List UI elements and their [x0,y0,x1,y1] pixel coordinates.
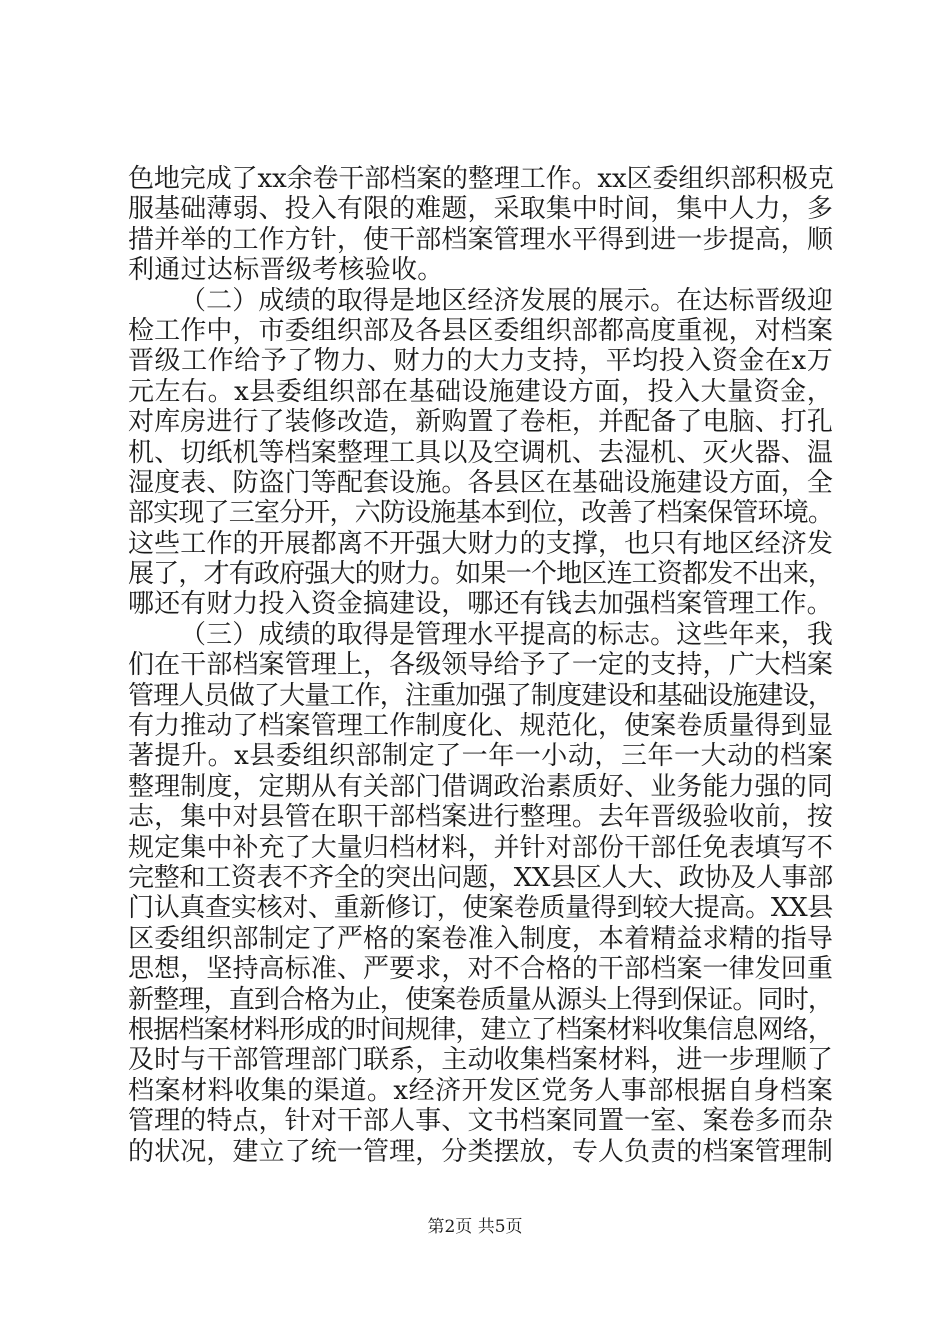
text-line: 新整理，直到合格为止，使案卷质量从源头上得到保证。同时， [128,984,833,1015]
text-line: 色地完成了xx余卷干部档案的整理工作。xx区委组织部积极克 [128,164,834,194]
text-line: 部实现了三室分开，六防设施基本到位，改善了档案保管环境。 [128,498,833,529]
text-line: 思想，坚持高标准、严要求，对不合格的干部档案一律发回重 [128,954,833,985]
text-line: 晋级工作给予了物力、财力的大力支持，平均投入资金在x万 [128,346,833,377]
text-line: 有力推动了档案管理工作制度化、规范化，使案卷质量得到显 [128,711,833,742]
body-text [128,164,833,1167]
text-line: 服基础薄弱、投入有限的难题，采取集中时间，集中人力，多 [128,194,833,225]
text-line: 湿度表、防盗门等配套设施。各县区在基础设施建设方面，全 [128,467,833,498]
text-line: 检工作中，市委组织部及各县区委组织部都高度重视，对档案 [128,315,833,346]
paragraph-2-first-line: （二）成绩的取得是地区经济发展的展示。在达标晋级迎 [180,285,833,316]
text-line: 对库房进行了装修改造，新购置了卷柜，并配备了电脑、打孔 [128,407,833,438]
text-line: 展了，才有政府强大的财力。如果一个地区连工资都发不出来， [128,559,833,590]
text-line: 们在干部档案管理上，各级领导给予了一定的支持，广大档案 [128,650,833,681]
text-line: 及时与干部管理部门联系，主动收集档案材料，进一步理顺了 [128,1045,833,1076]
text-line: 著提升。x县委组织部制定了一年一小动，三年一大动的档案 [128,741,833,772]
page-footer: 第2页 共5页 [427,1217,523,1237]
text-line: 的状况，建立了统一管理，分类摆放，专人负责的档案管理制 [128,1136,833,1167]
text-line: 整理制度，定期从有关部门借调政治素质好、业务能力强的同 [128,771,833,802]
text-line: 门认真查实核对、重新修订，使案卷质量得到较大提高。XX县 [128,893,833,924]
text-line: 利通过达标晋级考核验收。 [128,255,444,286]
text-line: 志，集中对县管在职干部档案进行整理。去年晋级验收前，按 [128,802,833,833]
text-line: 区委组织部制定了严格的案卷准入制度，本着精益求精的指导 [128,923,833,954]
text-line: 档案材料收集的渠道。x经济开发区党务人事部根据自身档案 [128,1075,833,1106]
text-line: 元左右。x县委组织部在基础设施建设方面，投入大量资金， [128,376,833,407]
text-line: 根据档案材料形成的时间规律，建立了档案材料收集信息网络， [128,1014,833,1045]
paragraph-3-first-line: （三）成绩的取得是管理水平提高的标志。这些年来，我 [180,619,833,650]
text-line: 规定集中补充了大量归档材料，并针对部份干部任免表填写不 [128,832,833,863]
text-line: 这些工作的开展都离不开强大财力的支撑，也只有地区经济发 [128,528,833,559]
text-line: 管理人员做了大量工作，注重加强了制度建设和基础设施建设， [128,680,833,711]
text-line: 完整和工资表不齐全的突出问题，XX县区人大、政协及人事部 [128,862,833,893]
text-line: 哪还有财力投入资金搞建设，哪还有钱去加强档案管理工作。 [128,589,833,620]
text-line: 管理的特点，针对干部人事、文书档案同置一室、案卷多而杂 [128,1106,833,1137]
text-line: 机、切纸机等档案整理工具以及空调机、去湿机、灭火器、温 [128,437,833,468]
text-line: 措并举的工作方针，使干部档案管理水平得到进一步提高，顺 [128,224,833,255]
